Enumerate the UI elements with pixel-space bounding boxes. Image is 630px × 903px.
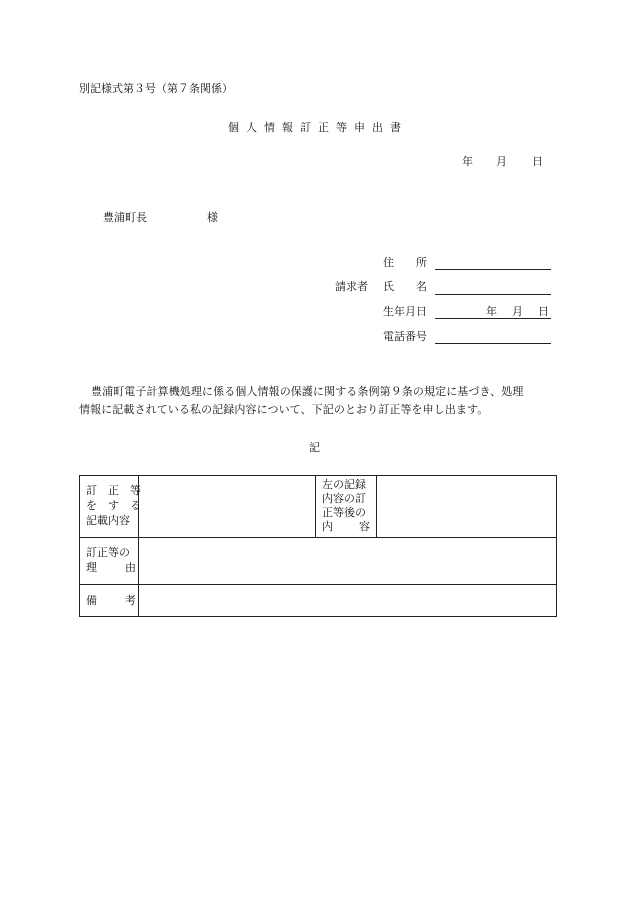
birth-year-label: 年 bbox=[486, 305, 497, 318]
name-label: 氏 名 bbox=[383, 280, 427, 293]
date-month-label: 月 bbox=[496, 155, 507, 168]
body-line-1: 豊浦町電子計算機処理に係る個人情報の保護に関する条例第９条の規定に基づき、処理 bbox=[91, 385, 524, 398]
current-content-label-line-3: 記載内容 bbox=[86, 514, 130, 527]
page-title: 個人情報訂正等申出書 bbox=[228, 121, 408, 134]
address-label: 住 所 bbox=[383, 256, 427, 269]
remarks-label: 備 考 bbox=[86, 594, 136, 607]
remarks-label-cell bbox=[80, 585, 139, 617]
name-field-line[interactable] bbox=[435, 294, 551, 295]
requester-group-label: 請求者 bbox=[335, 280, 368, 293]
corrected-content-field[interactable] bbox=[377, 476, 557, 538]
body-line-2: 情報に記載されている私の記録内容について、下記のとおり訂正等を申し出ます。 bbox=[79, 403, 489, 416]
reason-label-cell bbox=[80, 538, 139, 585]
corrected-content-label-cell bbox=[316, 476, 377, 538]
corrected-content-label-line-3: 正等後の bbox=[322, 506, 366, 519]
birth-month-label: 月 bbox=[512, 305, 523, 318]
date-year-label: 年 bbox=[462, 155, 473, 168]
ki-heading: 記 bbox=[309, 441, 320, 454]
current-content-label-line-2: を す る bbox=[86, 499, 141, 512]
birth-day-label: 日 bbox=[538, 305, 549, 318]
addressee-name: 豊浦町長 bbox=[103, 211, 147, 224]
birthdate-field-line[interactable] bbox=[435, 318, 551, 319]
current-content-field[interactable] bbox=[139, 476, 316, 538]
date-day-label: 日 bbox=[532, 155, 543, 168]
addressee-honorific: 様 bbox=[207, 211, 218, 224]
remarks-field[interactable] bbox=[139, 585, 557, 617]
reason-label-line-2: 理 由 bbox=[86, 561, 136, 574]
corrected-content-label-line-2: 内容の訂 bbox=[322, 492, 366, 505]
reason-field[interactable] bbox=[139, 538, 557, 585]
phone-field-line[interactable] bbox=[435, 343, 551, 344]
birthdate-label: 生年月日 bbox=[383, 305, 427, 318]
current-content-label-line-1: 訂 正 等 bbox=[86, 484, 141, 497]
reason-label-line-1: 訂正等の bbox=[86, 546, 130, 559]
corrected-content-label-line-4: 内 容 bbox=[322, 520, 370, 533]
current-content-label-cell bbox=[80, 476, 139, 538]
address-field-line[interactable] bbox=[435, 269, 551, 270]
form-number: 別記様式第３号（第７条関係） bbox=[79, 82, 233, 95]
corrected-content-label-line-1: 左の記録 bbox=[322, 478, 366, 491]
phone-label: 電話番号 bbox=[383, 330, 427, 343]
correction-table bbox=[79, 475, 557, 617]
